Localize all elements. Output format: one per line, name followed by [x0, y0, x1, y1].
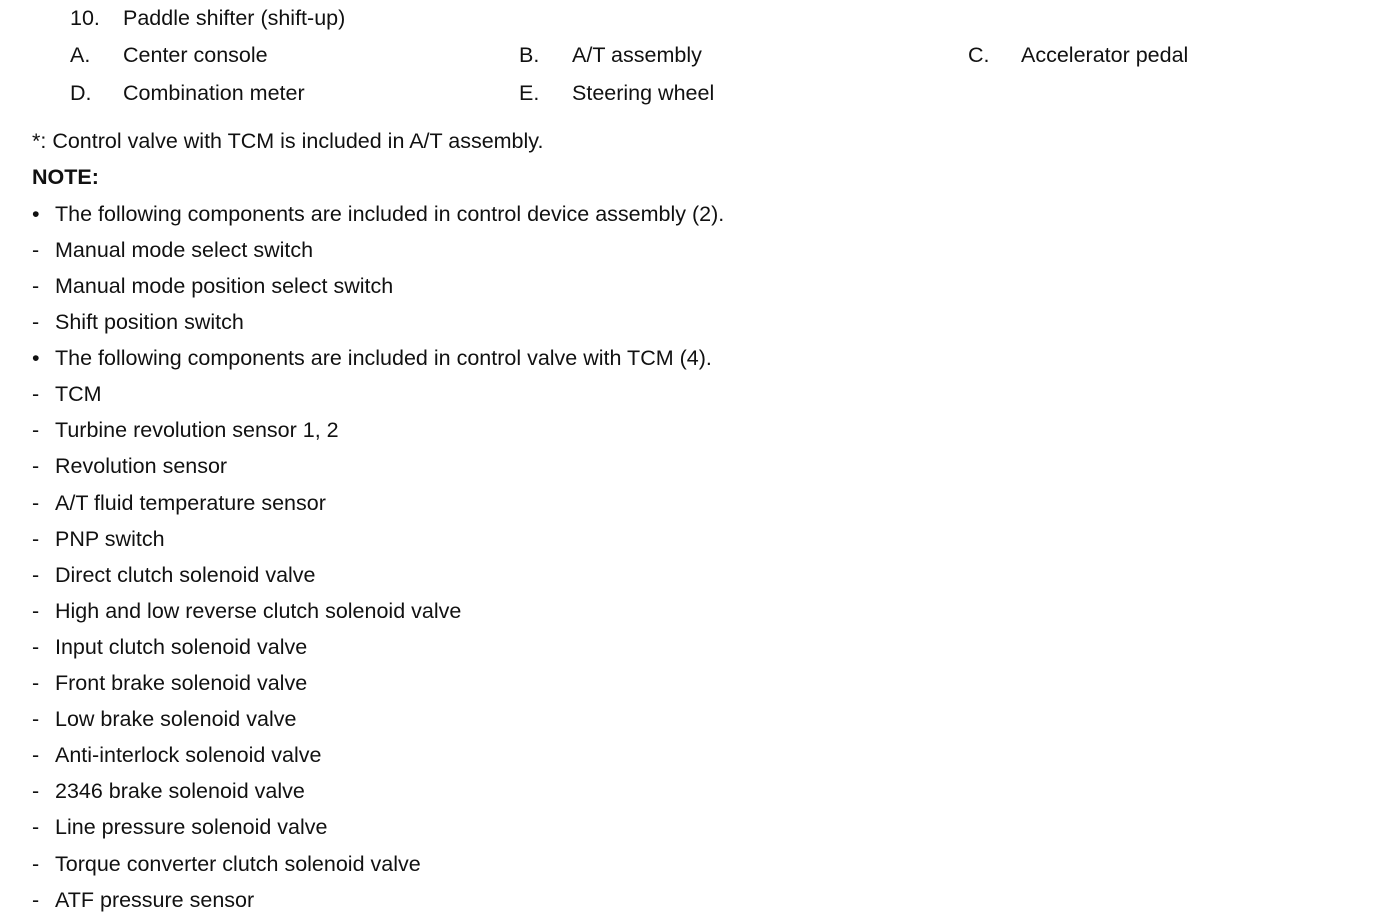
list-item: Low brake solenoid valve	[55, 707, 297, 731]
list-item-marker: -	[32, 238, 40, 262]
list-item: Manual mode position select switch	[55, 274, 394, 298]
list-item: A/T fluid temperature sensor	[55, 491, 326, 515]
list-item-marker: -	[32, 382, 40, 406]
list-item-marker: -	[32, 707, 40, 731]
list-item-marker: -	[32, 671, 40, 695]
list-item: Torque converter clutch solenoid valve	[55, 852, 421, 876]
list-item: Shift position switch	[55, 310, 244, 334]
list-item-marker: -	[32, 310, 40, 334]
legend-key-b: B.	[519, 43, 540, 67]
note-heading: NOTE:	[32, 165, 99, 189]
list-item: Revolution sensor	[55, 454, 228, 478]
list-item-marker: -	[32, 491, 40, 515]
legend-key-a: A.	[70, 43, 91, 67]
footnote: *: Control valve with TCM is included in A/T assembly.	[32, 129, 544, 153]
list-item: The following components are included in control device assembly (2).	[55, 202, 725, 226]
list-item-marker: •	[32, 346, 40, 370]
list-item-marker: -	[32, 815, 40, 839]
legend-value-b: A/T assembly	[572, 43, 702, 67]
list-item: Direct clutch solenoid valve	[55, 563, 316, 587]
list-item-marker: -	[32, 418, 40, 442]
legend-key-d: D.	[70, 81, 92, 105]
list-item-marker: •	[32, 202, 40, 226]
list-item: 2346 brake solenoid valve	[55, 779, 305, 803]
list-item: The following components are included in control valve with TCM (4).	[55, 346, 712, 370]
list-item: Anti-interlock solenoid valve	[55, 743, 322, 767]
legend-value-a: Center console	[123, 43, 268, 67]
list-item-marker: -	[32, 454, 40, 478]
list-item-marker: -	[32, 743, 40, 767]
list-item: ATF pressure sensor	[55, 888, 255, 912]
list-item-marker: -	[32, 599, 40, 623]
legend-value-d: Combination meter	[123, 81, 305, 105]
list-item: TCM	[55, 382, 102, 406]
list-item: Line pressure solenoid valve	[55, 815, 328, 839]
list-item: PNP switch	[55, 527, 165, 551]
list-item-marker: -	[32, 888, 40, 912]
list-item-marker: -	[32, 852, 40, 876]
legend-key-e: E.	[519, 81, 540, 105]
list-item-marker: -	[32, 527, 40, 551]
legend-value-e: Steering wheel	[572, 81, 715, 105]
list-item-marker: -	[32, 563, 40, 587]
list-item: High and low reverse clutch solenoid valve	[55, 599, 462, 623]
legend-key-c: C.	[968, 43, 990, 67]
legend-value-c: Accelerator pedal	[1021, 43, 1189, 67]
list-item: Input clutch solenoid valve	[55, 635, 308, 659]
list-item: Turbine revolution sensor 1, 2	[55, 418, 339, 442]
list-item: Front brake solenoid valve	[55, 671, 308, 695]
list-item: Manual mode select switch	[55, 238, 314, 262]
callout-number: 10.	[70, 6, 100, 30]
list-item-marker: -	[32, 635, 40, 659]
list-item-marker: -	[32, 274, 40, 298]
list-item-marker: -	[32, 779, 40, 803]
callout-text: Paddle shifter (shift-up)	[123, 6, 346, 30]
